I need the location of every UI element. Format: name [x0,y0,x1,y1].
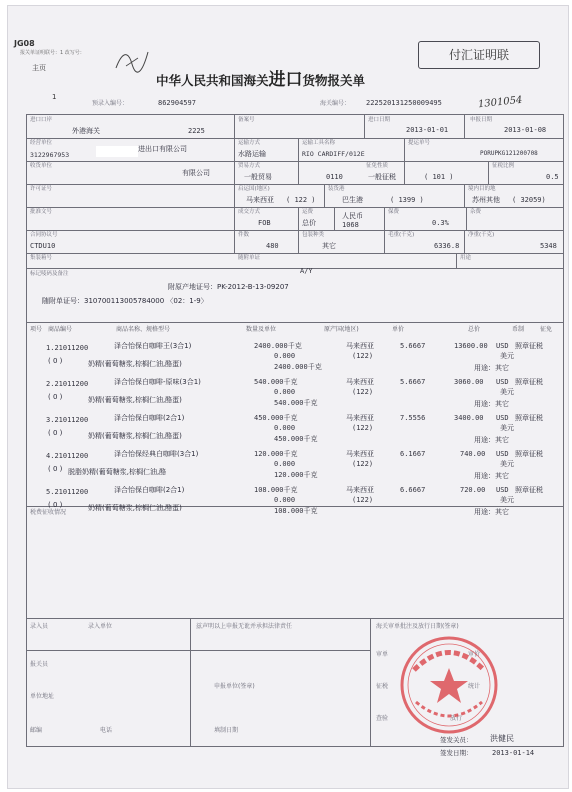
phone-label: 电话 [100,727,113,734]
item-code: 21011200 [54,488,89,496]
postcode-label: 邮编 [30,727,43,734]
main-copy-label: 主页 [32,64,46,72]
item-origin: 马来西亚 [346,486,374,494]
table-row: 5.21011200 ( 0 ) 泽合怡保白咖啡(2合1) 奶精(葡萄糖浆,棕榈仁油,酪蛋) 108.000千克 0.000 108.000千克 马来西亚 (122) 6.6667 720.00 USD 照章征税 美元 用途：其它 [46,486,543,516]
levy-value: 一般征税 [368,173,396,181]
item-no: 5 [46,488,51,496]
pack-label: 包装种类 [302,232,325,238]
item-currency-name: 美元 [500,496,514,504]
item-currency-name: 美元 [500,352,514,360]
item-qty-2: 0.000 [274,496,296,504]
dest-label: 境内目的地 [468,186,496,192]
inspect-label: 查验 [376,715,389,722]
item-name: 泽合怡保白咖啡-原味(3合1) [114,378,201,386]
fill-date-label: 填制日期 [214,727,239,734]
item-qty-2: 0.000 [274,424,296,432]
item-desc: 脱脂奶精(葡萄糖浆,棕榈仁油,酪 [68,468,167,476]
stats-label: 统计 [468,683,481,690]
levy-code-number: 101 [432,173,446,181]
item-currency-name: 美元 [500,460,514,468]
goods-header-total: 总价 [468,326,481,333]
item-code: 21011200 [54,452,89,460]
contract-label: 合同协议号 [30,232,58,238]
rmb-value: 1068 [342,221,359,229]
item-qty-3: 450.000千克 [274,435,318,443]
item-use: 用途：其它 [474,472,509,480]
form-title [156,72,365,89]
statement: 兹声明以上申报无讹并承担法律责任 [196,623,293,630]
redaction-block [96,146,138,157]
bill-label: 提运单号 [408,140,431,146]
item-price: 6.6667 [400,486,426,494]
item-origin-code: (122) [352,460,374,468]
entry-unit-label: 录入单位 [88,623,113,630]
origin-value: 马来西亚 [246,196,274,204]
item-qty-2: 0.000 [274,388,296,396]
signer-name: 洪健民 [490,734,514,743]
declare-unit-label: 申报单位(签章) [214,683,255,690]
item-qty: 2400.000千克 [254,342,302,350]
item-name: 泽合怡保白咖啡(2合1) [114,414,185,422]
item-code: 21011200 [54,416,89,424]
item-no: 3 [46,416,51,424]
goods-header-currency: 币制 [512,326,525,333]
trade-code: 0110 [326,173,343,181]
item-total: 3400.00 [454,414,484,422]
freight-label: 运费 [302,209,314,215]
port-load-code: ( 1399 ) [390,196,424,204]
item-use: 用途：其它 [474,436,509,444]
item-total: 13600.00 [454,342,488,350]
item-qty-2: 0.000 [274,352,296,360]
bill-value: PORUPKG121200708 [480,150,538,157]
import-date: 2013-01-01 [406,126,449,134]
signature-mark [112,46,152,76]
dest-code-number: 32059 [520,196,542,204]
item-currency: USD [496,450,509,458]
item-sub: ( 0 ) [48,501,63,509]
item-qty-3: 120.000千克 [274,471,318,479]
review-label: 审单 [376,651,389,658]
item-qty: 120.000千克 [254,450,298,458]
item-price: 5.6667 [400,378,426,386]
item-price: 7.5556 [400,414,426,422]
item-origin: 马来西亚 [346,378,374,386]
item-qty-2: 0.000 [274,460,296,468]
insure-label: 保费 [388,209,400,215]
item-total: 740.00 [460,450,486,458]
item-name: 泽合怡保白咖啡(2合1) [114,486,185,494]
goods-header-levy: 征免 [540,326,553,333]
port-value: 外港海关 [72,127,100,135]
item-qty: 450.000千克 [254,414,298,422]
item-currency: USD [496,414,509,422]
unit-address-label: 单位地址 [30,693,55,700]
item-use: 用途：其它 [474,364,509,372]
form-code: JG08 [14,39,35,48]
title-part-a: 中华人民共和国海关 [156,73,269,88]
copy-type-badge: 付汇证明联 [418,41,540,69]
terms-value: FOB [258,219,271,227]
item-sub: ( 0 ) [48,393,63,401]
item-desc: 奶精(葡萄糖浆,棕榈仁油,酪蛋) [88,396,182,404]
declare-date: 2013-01-08 [504,126,547,134]
table-row: 4.21011200 ( 0 ) 泽合怡保经典白咖啡(3合1) 脱脂奶精(葡萄糖浆,棕榈仁油,酪 120.000千克 0.000 120.000千克 马来西亚 (122) 6.1667 740.00 USD 照章征税 美元 用途：其它 [46,450,543,480]
item-price: 5.6667 [400,342,426,350]
item-currency-name: 美元 [500,424,514,432]
customs-number: 222520131250009495 [366,99,442,107]
receiver-label: 收货单位 [30,163,53,169]
issue-date-label: 签发日期： [440,749,473,757]
title-part-b: 进口 [268,70,303,90]
marks-line-2: 随附单证号：310700113005784000 〈02：1-9〉 [42,297,208,305]
item-use: 用途：其它 [474,508,509,516]
dest-value: 苏州其他 [472,196,500,204]
declare-date-label: 申报日期 [470,117,493,123]
marks-line-1: 附原产地证号：PK-2012-B-13-09207 [168,283,289,291]
item-currency: USD [496,486,509,494]
customs-no-label: 海关编号： [320,100,351,107]
freight-value: 总价 [302,219,316,227]
contract-value: CTDU10 [30,242,56,250]
goods-header-unit-price: 单价 [392,326,405,333]
goods-header-code: 商品编号 [48,326,73,333]
levy-footer-label: 征税 [376,683,389,690]
item-code: 21011200 [54,344,89,352]
goods-header-no: 项号 [30,326,43,333]
item-origin-code: (122) [352,352,374,360]
goods-header-qty: 数量及单位 [246,326,277,333]
item-no: 1 [46,344,51,352]
import-date-label: 进口日期 [368,117,391,123]
item-levy: 照章征税 [515,414,543,422]
net-value: 5348 [540,242,557,250]
origin-label: 启运国(地区) [238,186,270,192]
docs-value: A/Y [300,267,313,275]
use-label: 用途 [460,255,472,261]
item-levy: 照章征税 [515,378,543,386]
gross-label: 毛重(千克) [388,232,415,238]
preentry-label: 预录入编号： [92,100,129,107]
handwritten-number: 1301054 [477,94,523,111]
item-name: 泽合怡保白咖啡王(3合1) [114,342,192,350]
transport-label: 运输方式 [238,140,261,146]
levy-code: ( 101 ) [424,173,454,181]
release-label: 放行 [450,715,463,722]
terms-label: 成交方式 [238,209,261,215]
settle-value: 0.5 [546,173,559,181]
record-label: 备案号 [238,117,255,123]
port-load-code-number: 1399 [398,196,416,204]
origin-code: ( 122 ) [286,196,316,204]
port-label: 进口口岸 [30,117,53,123]
item-origin-code: (122) [352,424,374,432]
item-origin: 马来西亚 [346,414,374,422]
port-load-value: 巴生港 [342,196,363,204]
item-use: 用途：其它 [474,400,509,408]
item-desc: 奶精(葡萄糖浆,棕榈仁油,酪蛋) [88,360,182,368]
item-currency-name: 美元 [500,388,514,396]
item-currency: USD [496,342,509,350]
port-load-label: 装货港 [328,186,345,192]
insure-value: 0.3% [432,219,449,227]
item-sub: ( 0 ) [48,465,63,473]
goods-header-name: 商品名称、规格型号 [116,326,171,333]
docs-label: 随附单证 [238,255,261,261]
item-origin: 马来西亚 [346,450,374,458]
consignee-name: 进出口有限公司 [138,145,187,153]
approval-label: 批准文号 [30,209,53,215]
misc-label: 杂费 [470,209,482,215]
title-part-c: 货物报关单 [302,73,366,88]
item-code: 21011200 [54,380,89,388]
form-small-note: 报关单证明联号：1 改写号： [20,50,85,56]
item-levy: 照章征税 [515,342,543,350]
item-sub: ( 0 ) [48,429,63,437]
trade-value: 一般贸易 [244,173,272,181]
license-label: 许可证号 [30,186,53,192]
issue-date: 2013-01-14 [492,749,535,757]
item-name: 泽合怡保经典白咖啡(3合1) [114,450,199,458]
preentry-number: 862904597 [158,99,196,107]
item-total: 720.00 [460,486,486,494]
item-levy: 照章征税 [515,486,543,494]
dest-code: ( 32059) [512,196,546,204]
consignee-label: 经营单位 [30,140,53,146]
item-no: 2 [46,380,51,388]
goods-header-origin: 原产国(地区) [324,326,359,333]
table-row: 3.21011200 ( 0 ) 泽合怡保白咖啡(2合1) 奶精(葡萄糖浆,棕榈仁油,酪蛋) 450.000千克 0.000 450.000千克 马来西亚 (122) 7.5556 3400.00 USD 照章征税 美元 用途：其它 [46,414,543,444]
item-qty-3: 540.000千克 [274,399,318,407]
rmb-label: 人民币 [342,212,363,220]
receiver-name: 有限公司 [182,169,210,177]
gross-value: 6336.8 [434,242,460,250]
customs-declaration-form [8,6,568,788]
item-no: 4 [46,452,51,460]
marks-label: 标记唛码及备注 [30,271,69,277]
item-currency: USD [496,378,509,386]
table-row: 2.21011200 ( 0 ) 泽合怡保白咖啡-原味(3合1) 奶精(葡萄糖浆,棕榈仁油,酪蛋) 540.000千克 0.000 540.000千克 马来西亚 (122) 5.6667 3060.00 USD 照章征税 美元 用途：其它 [46,378,543,408]
page-number: 1 [52,93,57,101]
net-label: 净重(千克) [468,232,495,238]
pieces-label: 件数 [238,232,250,238]
table-row: 1.21011200 ( 0 ) 泽合怡保白咖啡王(3合1) 奶精(葡萄糖浆,棕榈仁油,酪蛋) 2400.000千克 0.000 2400.000千克 马来西亚 (122) 5.6667 13600.00 USD 照章征税 美元 用途：其它 [46,342,543,372]
item-desc: 奶精(葡萄糖浆,棕榈仁油,酪蛋) [88,432,182,440]
declarer-label: 报关员 [30,661,49,668]
customs-seal-stamp [394,630,504,740]
pricing-label: 审价 [468,651,481,658]
vessel-value: RIO CARDIFF/012E [302,150,365,158]
item-total: 3060.00 [454,378,484,386]
origin-code-number: 122 [294,196,308,204]
item-origin-code: (122) [352,496,374,504]
item-qty-3: 108.000千克 [274,507,318,515]
pieces-value: 480 [266,242,279,250]
port-code: 2225 [188,127,205,135]
levy-label: 征免性质 [366,163,389,169]
consignee-code: 3122967953 [30,151,70,159]
item-origin: 马来西亚 [346,342,374,350]
approve-label: 海关审单批注及放行日期(签章) [376,623,459,630]
settle-label: 征税比例 [492,163,515,169]
container-label: 集装箱号 [30,255,53,261]
item-sub: ( 0 ) [48,357,63,365]
signer-label: 签发关员： [440,736,473,744]
item-qty: 540.000千克 [254,378,298,386]
item-qty-3: 2400.000千克 [274,363,322,371]
item-qty: 108.000千克 [254,486,298,494]
entry-person-label: 录入员 [30,623,49,630]
item-levy: 照章征税 [515,450,543,458]
tax-label: 税费征收情况 [30,509,67,516]
transport-value: 水路运输 [238,150,266,158]
item-origin-code: (122) [352,388,374,396]
item-price: 6.1667 [400,450,426,458]
trade-label: 贸易方式 [238,163,261,169]
pack-value: 其它 [322,242,336,250]
vessel-label: 运输工具名称 [302,140,336,146]
item-desc: 奶精(葡萄糖浆,棕榈仁油,酪蛋) [88,504,182,512]
